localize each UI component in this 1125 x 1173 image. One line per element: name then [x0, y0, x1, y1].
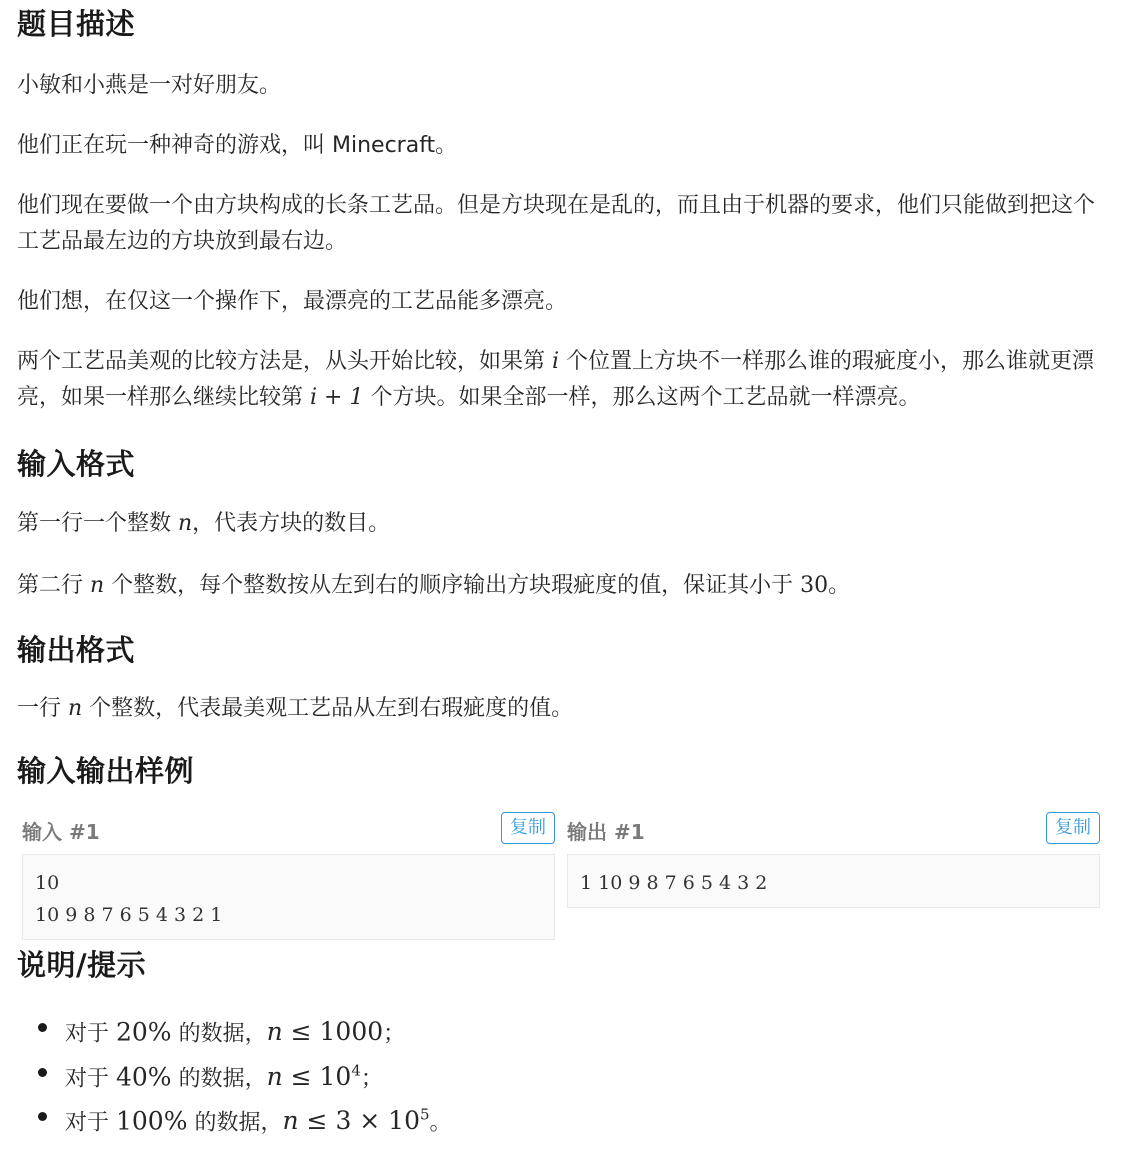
math-percent: 40%	[116, 1061, 172, 1091]
text: 个方块。如果全部一样，那么这两个工艺品就一样漂亮。	[363, 385, 921, 410]
text: 两个工艺品美观的比较方法是，从头开始比较，如果第	[17, 349, 552, 374]
description-paragraph-1: 小敏和小燕是一对好朋友。	[17, 73, 282, 98]
output-format-paragraph-1	[17, 691, 573, 727]
text: 对于	[65, 1065, 116, 1091]
list-item	[17, 1049, 452, 1094]
text: 一行	[17, 696, 68, 721]
section-title-description: 题目描述	[17, 7, 136, 41]
math-num-30: 30	[800, 573, 829, 598]
sample-input-label: 输入 #1	[22, 820, 100, 844]
copy-output-button[interactable]: 复制	[1046, 812, 1100, 844]
text: ，代表方块的数目。	[192, 511, 391, 536]
math-expr: $n \le 3 \times 10^5$	[282, 1106, 430, 1136]
text: 对于	[65, 1110, 116, 1136]
math-expr-i-plus-1: i + 1	[310, 385, 364, 410]
description-paragraph-2: 他们正在玩一种神奇的游戏，叫 Minecraft。	[17, 133, 458, 158]
math-var-i: i	[552, 349, 560, 374]
input-format-paragraph-1	[17, 506, 390, 542]
description-paragraph-4: 他们想，在仅这一个操作下，最漂亮的工艺品能多漂亮。	[17, 289, 568, 314]
text: 的数据，	[187, 1110, 283, 1136]
text: ；	[360, 1065, 383, 1091]
text: 对于	[65, 1021, 116, 1047]
math-expr: n ≤ 1000	[266, 1017, 384, 1047]
sample-output-code: 1 10 9 8 7 6 5 4 3 2	[567, 854, 1100, 908]
text: 第一行一个整数	[17, 511, 178, 536]
text: 第二行	[17, 573, 90, 598]
section-title-output-format: 输出格式	[17, 633, 136, 667]
sample-output-header	[567, 812, 1100, 846]
description-paragraph-5	[17, 344, 1107, 416]
text: ；	[383, 1021, 406, 1047]
text: 个位置上方块不一样那么谁的瑕疵度小，那么谁就更漂亮，如果一样那么继续比较第	[17, 349, 1095, 410]
math-var-n: n	[90, 573, 105, 598]
sample-output-panel	[567, 812, 1100, 908]
sample-output-label: 输出 #1	[567, 820, 645, 844]
section-title-input-format: 输入格式	[17, 447, 136, 481]
copy-input-button[interactable]: 复制	[501, 812, 555, 844]
hint-list	[17, 1004, 452, 1138]
description-paragraph-3: 他们现在要做一个由方块构成的长条工艺品。但是方块现在是乱的，而且由于机器的要求，他们只能做到把这个工艺品最左边的方块放到最右边。	[17, 193, 1096, 254]
text: 。	[828, 573, 851, 598]
input-format-paragraph-2	[17, 568, 850, 604]
list-item	[17, 1093, 452, 1138]
math-percent: 20%	[116, 1017, 172, 1047]
math-expr: $n \le 10^4$	[266, 1061, 361, 1091]
math-var-n: n	[178, 511, 193, 536]
sample-input-code: 10 10 9 8 7 6 5 4 3 2 1	[22, 854, 555, 940]
math-percent: 100%	[116, 1106, 188, 1136]
text: 的数据，	[171, 1021, 267, 1047]
list-item	[17, 1004, 452, 1049]
math-var-n: n	[68, 696, 83, 721]
text: 。	[429, 1110, 452, 1136]
text: 个整数，每个整数按从左到右的顺序输出方块瑕疵度的值，保证其小于	[104, 573, 801, 598]
sample-input-header	[22, 812, 555, 846]
text: 个整数，代表最美观工艺品从左到右瑕疵度的值。	[82, 696, 574, 721]
section-title-samples: 输入输出样例	[17, 754, 195, 788]
sample-input-panel	[22, 812, 555, 940]
text: 的数据，	[171, 1065, 267, 1091]
section-title-hint: 说明/提示	[17, 948, 147, 982]
